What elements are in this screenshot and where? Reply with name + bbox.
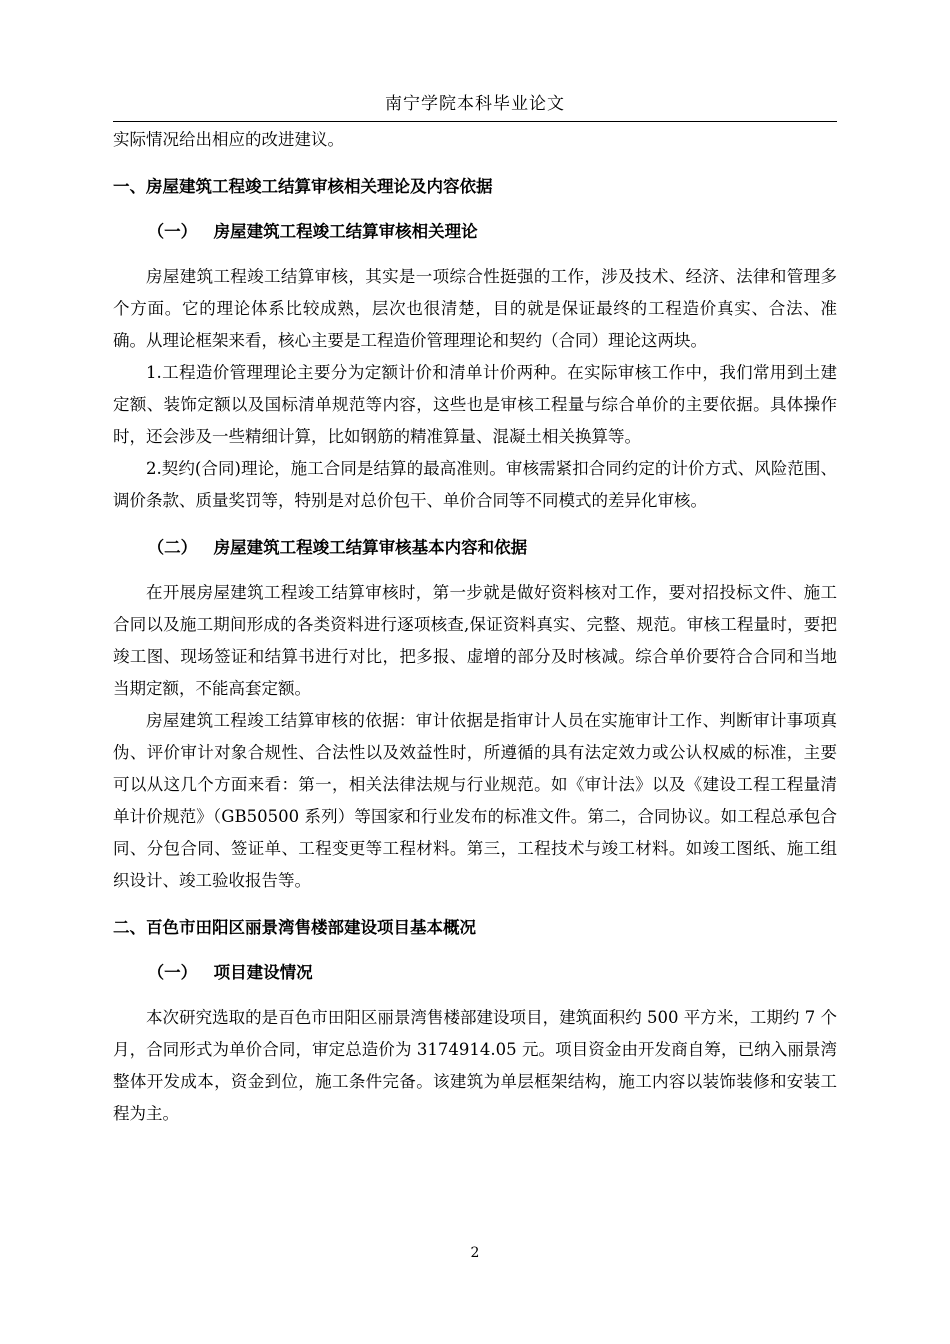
paragraph-theory-intro: 房屋建筑工程竣工结算审核，其实是一项综合性挺强的工作，涉及技术、经济、法律和管理多个方面。它的理论体系比较成熟，层次也很清楚，目的就是保证最终的工程造价真实、合法、准确。从理论框架来看，核心主要是工程造价管理理论和契约（合同）理论这两块。: [113, 267, 837, 350]
subsection-heading-2-1: [113, 958, 837, 988]
subsection-number: （一）: [147, 963, 198, 982]
subsection-heading-1-1: [113, 217, 837, 247]
subsection-title: 房屋建筑工程竣工结算审核相关理论: [213, 222, 478, 241]
paragraph-audit-content: 在开展房屋建筑工程竣工结算审核时，第一步就是做好资料核对工作，要对招投标文件、施工合同以及施工期间形成的各类资料进行逐项核查,保证资料真实、完整、规范。审核工程量时，要把竣工图、现场签证和结算书进行对比，把多报、虚增的部分及时核减。综合单价要符合合同和当地当期定额，不能高套定额。: [113, 583, 837, 698]
paragraph-contract-theory: 2.契约(合同)理论，施工合同是结算的最高准则。审核需紧扣合同约定的计价方式、风险范围、调价条款、质量奖罚等，特别是对总价包干、单价合同等不同模式的差异化审核。: [113, 459, 837, 510]
subsection-number: （二）: [147, 538, 198, 557]
subsection-title: 房屋建筑工程竣工结算审核基本内容和依据: [213, 538, 528, 557]
subsection-title: 项目建设情况: [213, 963, 313, 982]
page-number: 2: [470, 1245, 480, 1261]
paragraph-cost-theory: 1.工程造价管理理论主要分为定额计价和清单计价两种。在实际审核工作中，我们常用到土建定额、装饰定额以及国标清单规范等内容，这些也是审核工程量与综合单价的主要依据。具体操作时，还会涉及一些精细计算，比如钢筋的精准算量、混凝土相关换算等。: [113, 363, 837, 446]
section-heading-2: 二、百色市田阳区丽景湾售楼部建设项目基本概况: [113, 918, 476, 937]
paragraph-audit-basis: 房屋建筑工程竣工结算审核的依据：审计依据是指审计人员在实施审计工作、判断审计事项真伪、评价审计对象合规性、合法性以及效益性时，所遵循的具有法定效力或公认权威的标准，主要可以从这几个方面来看：第一，相关法律法规与行业规范。如《审计法》以及《建设工程工程量清单计价规范》（GB50500 系列）等国家和行业发布的标准文件。第二，合同协议。如工程总承包合同、分包合同、签证单、工程变更等工程材料。第三，工程技术与竣工材料。如竣工图纸、施工组织设计、竣工验收报告等。: [113, 711, 837, 890]
subsection-number: （一）: [147, 222, 198, 241]
document-body: [113, 124, 837, 1130]
paragraph-project-overview: 本次研究选取的是百色市田阳区丽景湾售楼部建设项目，建筑面积约 500 平方米，工期约 7 个月，合同形式为单价合同，审定总造价为 3174914.05 元。项目资金由开发商自筹，已纳入丽景湾整体开发成本，资金到位，施工条件完备。该建筑为单层框架结构，施工内容以装饰装修和安装工程为主。: [113, 1008, 837, 1123]
page-header: 南宁学院本科毕业论文: [385, 94, 565, 114]
subsection-heading-1-2: [113, 533, 837, 563]
paragraph-continuation: 实际情况给出相应的改进建议。: [113, 130, 344, 149]
header-divider: [113, 121, 837, 122]
section-heading-1: 一、房屋建筑工程竣工结算审核相关理论及内容依据: [113, 177, 493, 196]
